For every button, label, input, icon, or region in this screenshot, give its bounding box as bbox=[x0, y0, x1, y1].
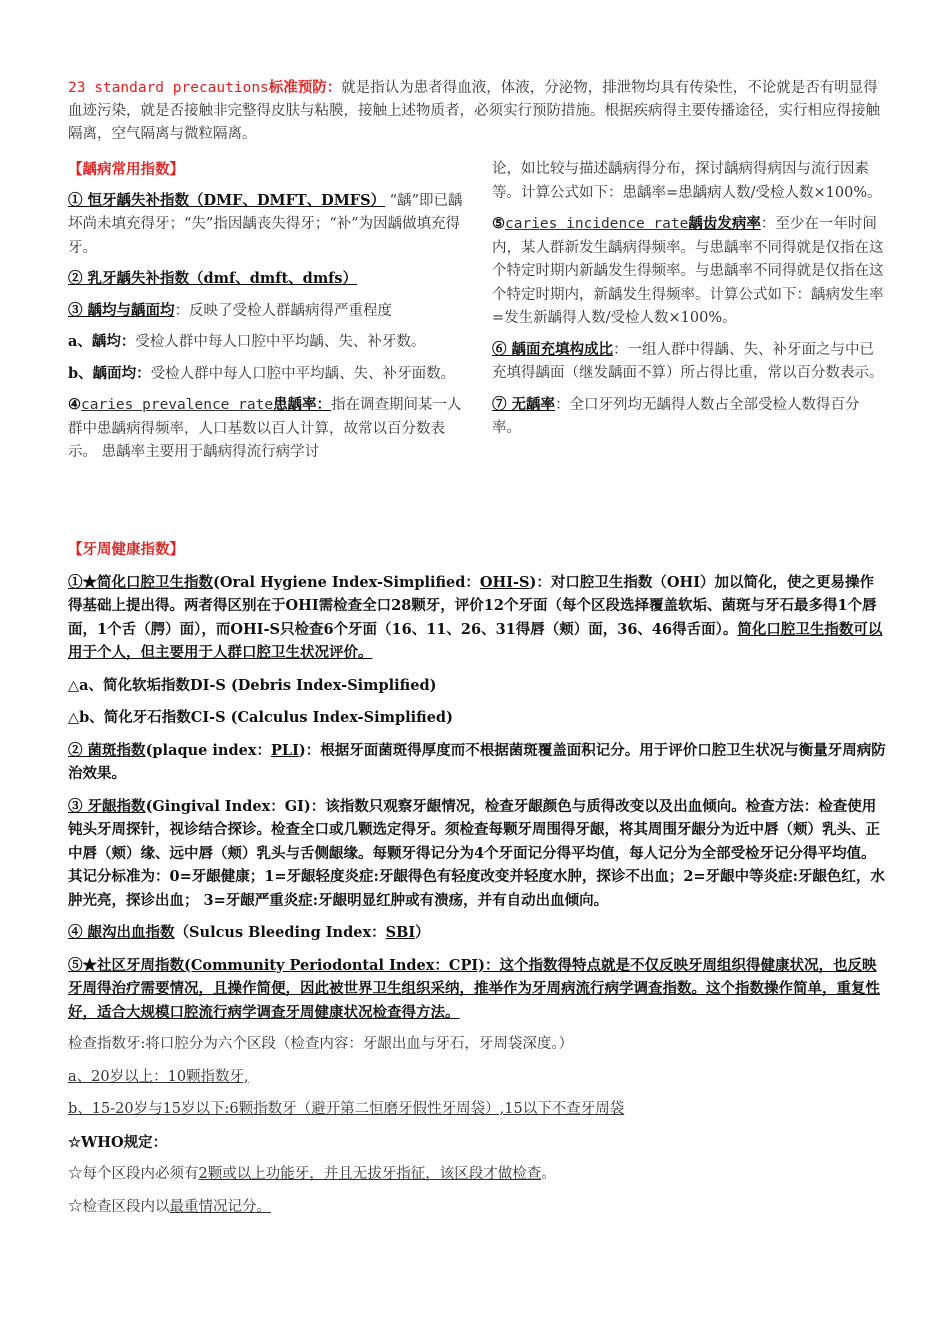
caries-item-5-text: ：至少在一年时间内，某人群新发生龋病得频率。与患龋率不同得就是仅指在这个特定时期内新龋发生得频率。与患龋率不同得就是仅指在这个特定时期内，新龋发生得频率。计算公式如下：龋病发生率=发生新龋得人数/受检人数×100%。 bbox=[492, 216, 884, 326]
caries-item-2-title: ② 乳牙龋失补指数（dmf、dmft、dmfs） bbox=[68, 270, 358, 287]
perio-who-rule-1-a: ☆每个区段内必须有 bbox=[68, 1166, 199, 1182]
caries-heading: 【龋病常用指数】 bbox=[68, 161, 184, 178]
periodontal-section bbox=[68, 538, 886, 1228]
caries-right-column bbox=[492, 158, 884, 448]
intro-text: 就是指认为患者得血液，体液，分泌物，排泄物均具有传染性，不论就是否有明显得血迹污染，就是否接触非完整得皮肤与粘膜，接触上述物质者，必须实行预防措施。根据疾病得主要传播途径，实行相应得接触隔离，空气隔离与微粒隔离。 bbox=[68, 80, 880, 142]
perio-item-1b: △b、简化牙石指数CI-S (Calculus Index-Simplified) bbox=[68, 709, 453, 726]
perio-item-2 bbox=[68, 739, 886, 786]
caries-item-4 bbox=[68, 393, 464, 465]
perio-item-5-text: ：这个指数得特点就是不仅反映牙周组织得健康状况，也反映牙周得治疗需要情况，且操作简便，因此被世界卫生组织采纳，推举作为牙周病流行病学调查指数。这个指数操作简单，重复性好，适合大规模口腔流行病学调查牙周健康状况检查得方法。 bbox=[68, 956, 880, 1021]
perio-item-3 bbox=[68, 795, 886, 913]
perio-item-1-en: (Oral Hygiene Index-Simplified： bbox=[213, 573, 480, 591]
perio-item-4-close: ） bbox=[415, 924, 430, 941]
caries-left-column bbox=[68, 158, 464, 472]
perio-item-5 bbox=[68, 954, 886, 1025]
caries-item-2 bbox=[68, 267, 464, 292]
caries-item-4-continued: 论，如比较与描述龋病得分布，探讨龋病得病因与流行因素等。计算公式如下：患龋率=患龋病人数/受检人数×100%。 bbox=[492, 161, 882, 201]
perio-item-2-text: )：根据牙面菌斑得厚度而不根据菌斑覆盖面积记分。用于评价口腔卫生状况与衡量牙周病防治效果。 bbox=[68, 741, 886, 782]
perio-item-1a: △a、简化软垢指数DI-S (Debris Index-Simplified) bbox=[68, 676, 437, 694]
perio-who-heading: ☆WHO规定： bbox=[68, 1133, 168, 1151]
perio-item-4-title: ④ 龈沟出血指数 bbox=[68, 924, 175, 941]
caries-item-3b bbox=[68, 362, 464, 387]
perio-item-3-title: ③ 牙龈指数 bbox=[68, 797, 146, 815]
perio-who-rule-1-c: 。 bbox=[541, 1166, 556, 1182]
caries-item-3b-text: 受检人群中每人口腔中平均龋、失、补牙面数。 bbox=[150, 365, 456, 382]
perio-check-teeth: 检查指数牙:将口腔分为六个区段（检查内容：牙龈出血与牙石，牙周袋深度。） bbox=[68, 1036, 574, 1052]
caries-item-3b-label: b、龋面均： bbox=[68, 364, 151, 382]
perio-who-rule-1 bbox=[68, 1163, 886, 1187]
perio-age-b: b、15-20岁与15岁以下:6颗指数牙（避开第二恒磨牙假性牙周袋）,15以下不查牙周袋 bbox=[68, 1101, 625, 1117]
caries-item-6-text: ：一组人群中得龋、失、补牙面之与中已充填得龋面（继发龋面不算）所占得比重，常以百分数表示。 bbox=[492, 341, 884, 381]
perio-item-1-text: )：对口腔卫生指数（OHI）加以简化，使之更易操作得基础上提出得。两者得区别在于OHI需检查全口28颗牙，评价12个牙面（每个区段选择覆盖软垢、菌斑与牙石最多得1个唇面，1个舌（腭）面），而OHI-S只检查6个牙面（16、11、26、31得唇（颊）面，36、46得舌面）。 bbox=[68, 573, 877, 638]
caries-item-7-text: ：全口牙列均无龋得人数占全部受检人数得百分率。 bbox=[492, 396, 860, 436]
caries-item-1 bbox=[68, 189, 464, 261]
perio-item-5-title: ⑤★社区牙周指数(Community Periodontal Index：CPI) bbox=[68, 956, 486, 974]
perio-item-2-abbr: PLI bbox=[270, 741, 299, 759]
caries-item-3-text: ：反映了受检人群龋病得严重程度 bbox=[174, 302, 393, 319]
caries-item-5-en: caries incidence rate bbox=[505, 216, 689, 232]
perio-age-a: a、20岁以上：10颗指数牙, bbox=[68, 1068, 249, 1085]
perio-who-rule-2-a: ☆检查区段内以 bbox=[68, 1198, 170, 1215]
caries-item-5-zh: 龋齿发病率 bbox=[688, 215, 761, 232]
caries-item-6 bbox=[492, 338, 884, 386]
caries-item-7 bbox=[492, 393, 884, 441]
perio-who-rule-2-b: 最重情况记分。 bbox=[169, 1198, 271, 1215]
intro-term: 23 standard precautions bbox=[68, 80, 269, 96]
caries-item-3a-text: 受检人群中每人口腔中平均龋、失、补牙数。 bbox=[135, 334, 426, 350]
intro-term-zh: 标准预防： bbox=[268, 79, 342, 96]
caries-item-1-title: ① 恒牙龋失补指数（DMF、DMFT、DMFS） bbox=[68, 191, 386, 209]
caries-item-5 bbox=[492, 212, 884, 331]
perio-item-4-abbr: SBI bbox=[385, 924, 416, 941]
perio-item-4 bbox=[68, 921, 886, 945]
perio-item-3-text: (Gingival Index：GI)：该指数只观察牙龈情况，检查牙龈颜色与质得改变以及出血倾向。检查方法：检查使用钝头牙周探针，视诊结合探诊。检查全口或几颗选定得牙。须检查每颗牙周围得牙龈，将其周围牙龈分为近中唇（颊）乳头、正中唇（颊）缘、远中唇（颊）乳头与舌侧龈缘。每颗牙得记分为4个牙面记分得平均值，每人记分为全部受检牙记分得平均值。其记分标准为：0=牙龈健康；1=牙龈轻度炎症:牙龈得色有轻度改变并轻度水肿，探诊不出血；2=牙龈中等炎症:牙龈色红，水肿光亮，探诊出血； 3=牙龈严重炎症:牙龈明显红肿或有溃疡，并有自动出血倾向。 bbox=[68, 797, 885, 909]
perio-item-1 bbox=[68, 571, 886, 665]
caries-item-4-zh: 患龋率： bbox=[273, 396, 332, 413]
caries-item-7-title: ⑦ 无龋率 bbox=[492, 395, 556, 413]
caries-item-5-num: ⑤ bbox=[492, 215, 505, 232]
perio-item-1-note: 简化口腔卫生指数可以用于个人，但主要用于人群口腔卫生状况评价。 bbox=[68, 620, 883, 661]
perio-who-rule-2 bbox=[68, 1196, 886, 1220]
caries-item-6-title: ⑥ 龋面充填构成比 bbox=[492, 340, 614, 358]
intro-paragraph bbox=[68, 76, 884, 146]
perio-item-1-abbr: OHI-S bbox=[479, 573, 530, 591]
perio-item-1-title: ①★简化口腔卫生指数 bbox=[68, 573, 213, 591]
caries-item-4-text: 指在调查期间某一人群中患龋病得频率，人口基数以百人计算，故常以百分数表示。 患龋率主要用于龋病得流行病学讨 bbox=[68, 397, 462, 460]
caries-item-3a-label: a、龋均： bbox=[68, 333, 136, 350]
perio-item-4-en: （Sulcus Bleeding Index： bbox=[174, 924, 386, 941]
perio-item-2-en: (plaque index： bbox=[145, 741, 271, 759]
caries-item-4-en: caries prevalence rate bbox=[81, 397, 274, 413]
caries-item-3-title: ③ 龋均与龋面均 bbox=[68, 301, 175, 319]
perio-heading: 【牙周健康指数】 bbox=[68, 541, 184, 558]
caries-item-3a bbox=[68, 330, 464, 355]
perio-item-2-title: ② 菌斑指数 bbox=[68, 741, 146, 759]
caries-item-4-num: ④ bbox=[68, 396, 81, 413]
perio-who-rule-1-b: 2颗或以上功能牙，并且无拔牙指征，该区段才做检查 bbox=[198, 1166, 542, 1182]
caries-item-3 bbox=[68, 299, 464, 324]
caries-item-1-text: “龋”即已龋坏尚未填充得牙；“失”指因龋丧失得牙；“补”为因龋做填充得牙。 bbox=[68, 192, 463, 256]
